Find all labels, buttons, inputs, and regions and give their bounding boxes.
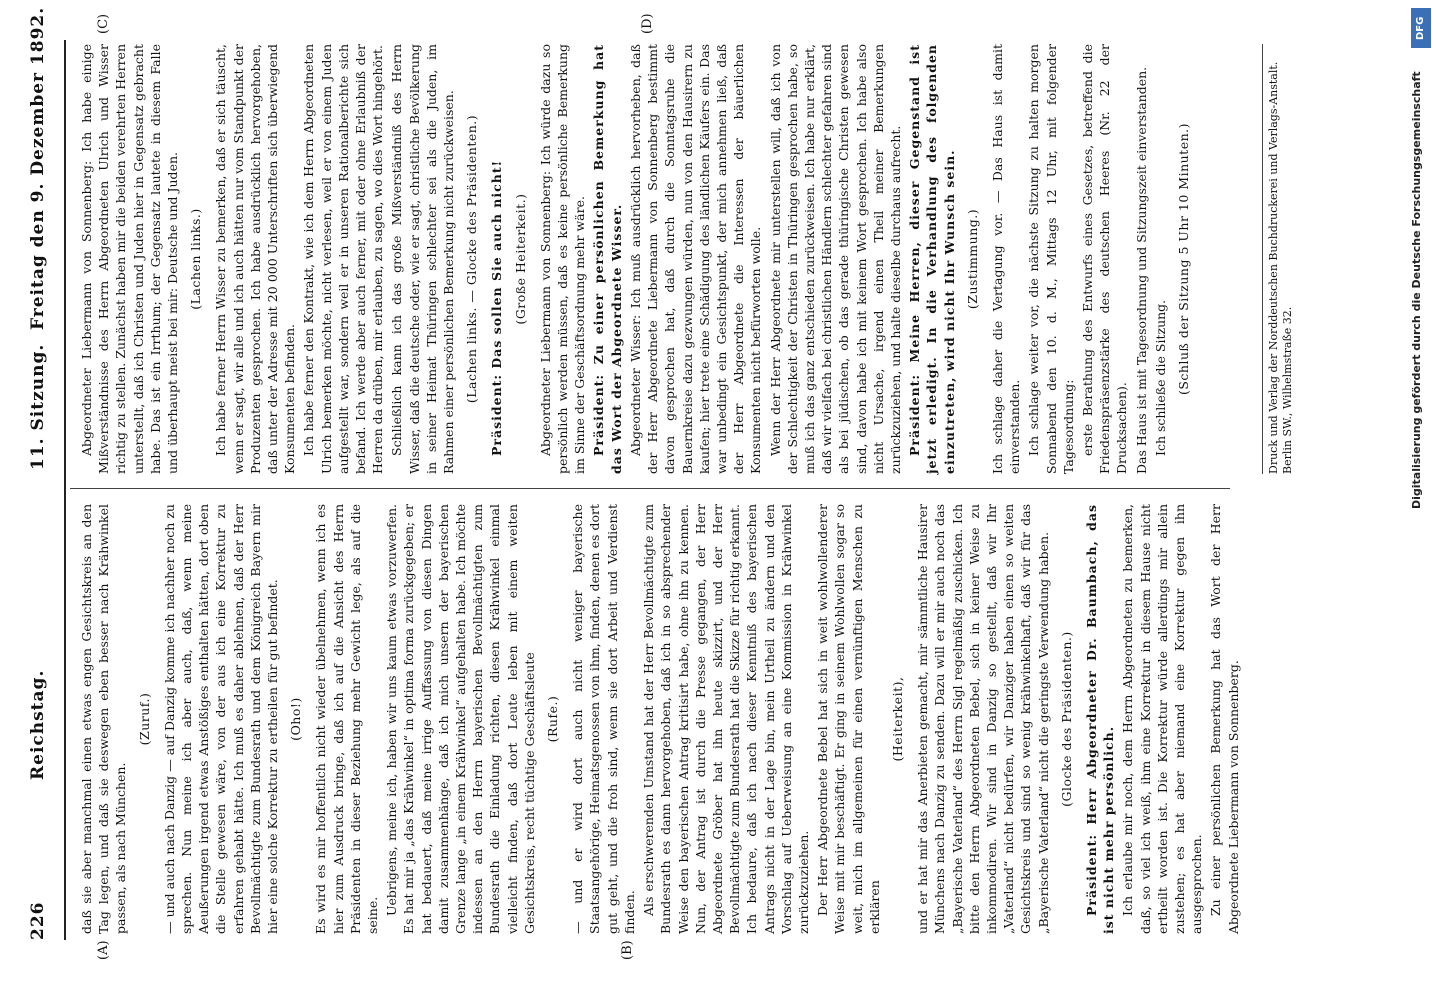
funding-strip (1410, 0, 1432, 1000)
header-rule (64, 40, 66, 940)
margin-mark-a: (A) (96, 940, 111, 960)
paragraph: Ich habe ferner Herrn Wisser zu bemerken, daß er sich täuscht, wenn er sagt, wir alle und ich auch hätten nur vom Standpunkt der Produzenten gesprochen. Ich habe ausdrücklich hervorgehoben, daß unter der Adresse mit 20 000 Unterschriften sich überwiegend Konsumenten befinden. (213, 44, 298, 474)
speaker-paragraph: Abgeordneter Liebermann von Sonnenberg: Ich habe einige Mißverständnisse des Herrn Abgeordneten Ulrich und Wisser richtig zu stellen. Zunächst haben mir die beiden verehrten Herren unterstellt, daß ich Christen und Juden hier in Gegensatz gebracht habe. Das ist ein Irrthum; der Gegensatz lautete in diesem Falle und überhaupt meist bei mir: Deutsche und Juden. (79, 44, 181, 474)
speaker-paragraph: Präsident: Zu einer persönlichen Bemerkung hat das Wort der Abgeordnete Wisser. (591, 44, 624, 474)
margin-mark-b: (B) (620, 940, 635, 960)
left-column (78, 504, 1244, 934)
header-center: 11. Sitzung. (28, 343, 48, 470)
paragraph: Ich schlage weiter vor, die nächste Sitzung zu halten morgen Sonnabend den 10. d. M., Mittags 12 Uhr, mit folgender Tagesordnung: (1026, 44, 1076, 474)
margin-mark-d: (D) (640, 13, 655, 34)
paragraph: Ich schlage daher die Vertagung vor. — Das Haus ist damit einverstanden. (989, 44, 1023, 474)
speaker-paragraph: Präsident: Das sollen Sie auch nicht! (489, 159, 505, 456)
paragraph: Zu einer persönlichen Bemerkung hat das Wort der Herr Abgeordnete Liebermann von Sonnenberg. (1208, 504, 1241, 934)
paragraph: Als erschwerenden Umstand hat der Herr Bevollmächtigte zum Bundesrath es dann hervorgehoben, daß ich in so absprechender Weise den bayerischen Antrag kritisirt habe, ohne ihn zu kennen. Nun, der Antrag ist durch die Presse gegangen, der Herr Abgeordnete Gröber hat ihn heute skizzirt, und der Herr Bevollmächtigte zum Bundesrath hat die Skizze für richtig erkannt. Ich bedaure, daß ich nach dieser Kenntniß des bayerischen Antrags nicht in der Lage bin, mein Urtheil zu ändern und den Vorschlag auf Ueberweisung an eine Kommission in Krähwinkel zurückzuziehen. (641, 504, 811, 934)
paragraph: daß sie aber manchmal einen etwas engen Gesichtskreis an den Tag legen, und daß sie deswegen eben besser nach Krähwinkel passen, als nach München. (79, 504, 129, 934)
interjection: (Rufe.) (545, 695, 561, 743)
page-number: 226 (28, 901, 48, 940)
interjection: (Zustimmung.) (964, 208, 980, 310)
imprint-line: Druck und Verlag der Norddeutschen Buchdruckerei und Verlags-Anstalt. (1267, 61, 1280, 474)
printer-imprint (1262, 44, 1295, 474)
imprint-line: Berlin SW., Wilhelmstraße 32. (1281, 306, 1294, 474)
interjection: (Lachen links.) (188, 208, 204, 310)
speaker-paragraph: Abgeordneter Wisser: Ich muß ausdrücklich hervorheben, daß der Herr Abgeordnete Liebermann von Sonnenberg bestimmt davon gesprochen hat, daß durch die Sonntagsruhe die Bauernkreise dazu gezwungen würden, nun von den Hausirern zu kaufen; hier trete eine Schädigung des ländlichen Käufers ein. Das war unbedingt ein Gesichtspunkt, der mich annehmen ließ, daß der Herr Abgeordnete die Interessen der bäuerlichen Konsumenten nicht befürworten wolle. (627, 44, 764, 474)
agenda-item: erste Berathung des Entwurfs eines Gesetzes, betreffend die Friedenspräsenzstärke des deutschen Heeres (Nr. 22 der Drucksachen). (1079, 44, 1130, 474)
paragraph: Ich erlaube mir noch, dem Herrn Abgeordneten zu bemerken, daß, so viel ich weiß, ihm eine Korrektur in diesem Hause nicht ertheilt worden ist. Die Korrektur würde allerdings mir allein zustehen; es hat aber niemand eine Korrektur gegen ihn ausgesprochen. (1120, 504, 1205, 934)
paragraph: Der Herr Abgeordnete Bebel hat sich in weit wohlwollenderer Weise mit mir beschäftigt. Er ging in seinem Wohlwollen sogar so weit, mich im allgemeinen für einen vernünftigen Menschen zu erklären (815, 504, 882, 934)
margin-mark-c: (C) (96, 13, 111, 34)
interjection: (Glocke des Präsidenten.) (1058, 631, 1074, 807)
interjection: (Lachen links. — Glocke des Präsidenten.) (464, 114, 480, 404)
right-column (78, 44, 1200, 474)
paragraph: — und er wird dort auch nicht weniger bayerische Staatsangehörige, Heimatsgenossen von ihm, finden, denen es dort gut geht, und die froh sind, wenn sie dort Arbeit und Verdienst finden. (570, 504, 637, 934)
dfg-logo-icon: DFG (1411, 8, 1431, 48)
funding-note: Digitalisierung gefördert durch die Deutsche Forschungsgemeinschaft (1410, 71, 1423, 509)
paragraph: Ich habe ferner den Kontrakt, wie ich dem Herrn Abgeordneten Ulrich bemerken möchte, nicht verlesen, weil er von einem Juden aufgestellt war, sondern weil er in unseren Rationalberichte sich befand. Ich werde aber auch ferner, mit oder ohne Erlaubniß der Herren da drüben, mir erlauben, zu sagen, wo dies Wort hingehört. (301, 44, 386, 474)
paragraph: Uebrigens, meine ich, haben wir uns kaum etwas vorzuwerfen. Es hat mir ja „das Krähwinkel“ in optima forma zurückgegeben; er hat bedauert, daß meine irrige Auffassung von diesen Dingen damit zusammenhänge, daß ich mich unsern der bayerischen Grenze lange „in einem Krähwinkel“ aufgehalten habe. Ich möchte indessen an den Herrn bayerischen Bevollmächtigten zum Bundesrath die Einladung richten, diesen Krähwinkel einmal vielleicht finden, daß dort Leute leben mit einem weiten Gesichtskreis, recht tüchtige Geschäftsleute (384, 504, 537, 934)
paragraph: Das Haus ist mit Tagesordnung und Sitzungszeit einverstanden. (1133, 66, 1149, 474)
running-header (22, 6, 56, 940)
column-divider (70, 488, 1230, 489)
interjection: (Große Heiterkeit.) (512, 193, 528, 325)
interjection: (Oho!) (288, 697, 304, 741)
session-close: (Schluß der Sitzung 5 Uhr 10 Minuten.) (1175, 123, 1191, 396)
interjection: (Heiterkeit), (889, 676, 905, 762)
paragraph: Wenn der Herr Abgeordnete mir unterstellen will, daß ich von der Schlechtigkeit der Christen in Thüringen gesprochen habe, so muß ich das ganz entschieden zurückweisen. Ich habe nur erklärt, daß wir vielfach bei christlichen Händlern schlechter gefahren sind als bei jüdischen, ob das gerade thüringische Christen gewesen sind, davon habe ich mit keinem Wort gesprochen. Ich habe also nicht Ursache, irgend einen Theil meiner Bemerkungen zurückzuziehen, und halte dieselbe durchaus aufrecht. (767, 44, 903, 474)
paragraph: — und auch nach Danzig — auf Danzig komme ich nachher noch zu sprechen. Nun meine ich aber auch, daß, wenn meine Aeußerungen irgend etwas Anstößiges enthalten hätten, dort oben die Stelle gewesen wäre, von der aus ich eine Korrektur zu erfahren gehabt hätte. Ich muß es daher ablehnen, daß der Herr Bevollmächtigte zum Bundesrath und dem Königreich Bayern mir hier eine solche Korrektur zu ertheilen für gut befindet. (161, 504, 281, 934)
interjection: (Zuruf.) (136, 692, 152, 746)
paragraph: und er hat mir das Anerbieten gemacht, mir sämmtliche Hausirer Münchens nach Danzig zu senden. Dazu will er mir auch noch das „Bayerische Vaterland“ des Herrn Sigl regelmäßig zuschicken. Ich bitte den Herrn Abgeordneten Bebel, sich in keiner Weise zu inkommodiren. Wir sind in Danzig so gestellt, daß wir Ihr „Vaterland“ nicht bedürfen, wir Danziger haben einen so weiten Gesichtskreis und sind so wenig krähwinkelhaft, daß wir für das „Bayerische Vaterland“ nicht die geringste Verwendung haben. (915, 504, 1051, 934)
paragraph: Ich schließe die Sitzung. (1152, 299, 1168, 456)
speaker-paragraph: Präsident: Herr Abgeordneter Dr. Baumbach, das ist nicht mehr persönlich. (1083, 504, 1117, 934)
speaker-paragraph: Präsident: Meine Herren, dieser Gegenstand ist jetzt erledigt. In die Verhandlung des folgenden einzutreten, wird nicht Ihr Wunsch sein. (907, 44, 957, 474)
paragraph: Schließlich kann ich das große Mißverständniß des Herrn Wisser, daß die deutsche oder, wie er sagt, christliche Bevölkerung in seiner Heimat Thüringen schlechter sei als die Juden, im Rahmen einer persönlichen Bemerkung nicht zurückweisen. (389, 44, 457, 474)
paragraph: Es wird es mir hoffentlich nicht wieder übelnehmen, wenn ich es hier zum Ausdruck bringe, daß ich auf die Ansicht des Herrn Präsidenten in dieser Beziehung mehr Gewicht lege, als auf die seine. (313, 504, 381, 934)
header-left: Reichstag. (28, 669, 48, 780)
header-right: Freitag den 9. Dezember 1892. (28, 6, 48, 330)
speaker-paragraph: Abgeordneter Liebermann von Sonnenberg: Ich würde dazu so persönlich werden müssen, daß es keine persönliche Bemerkung im Sinne der Geschäftsordnung mehr wäre. (537, 44, 588, 474)
